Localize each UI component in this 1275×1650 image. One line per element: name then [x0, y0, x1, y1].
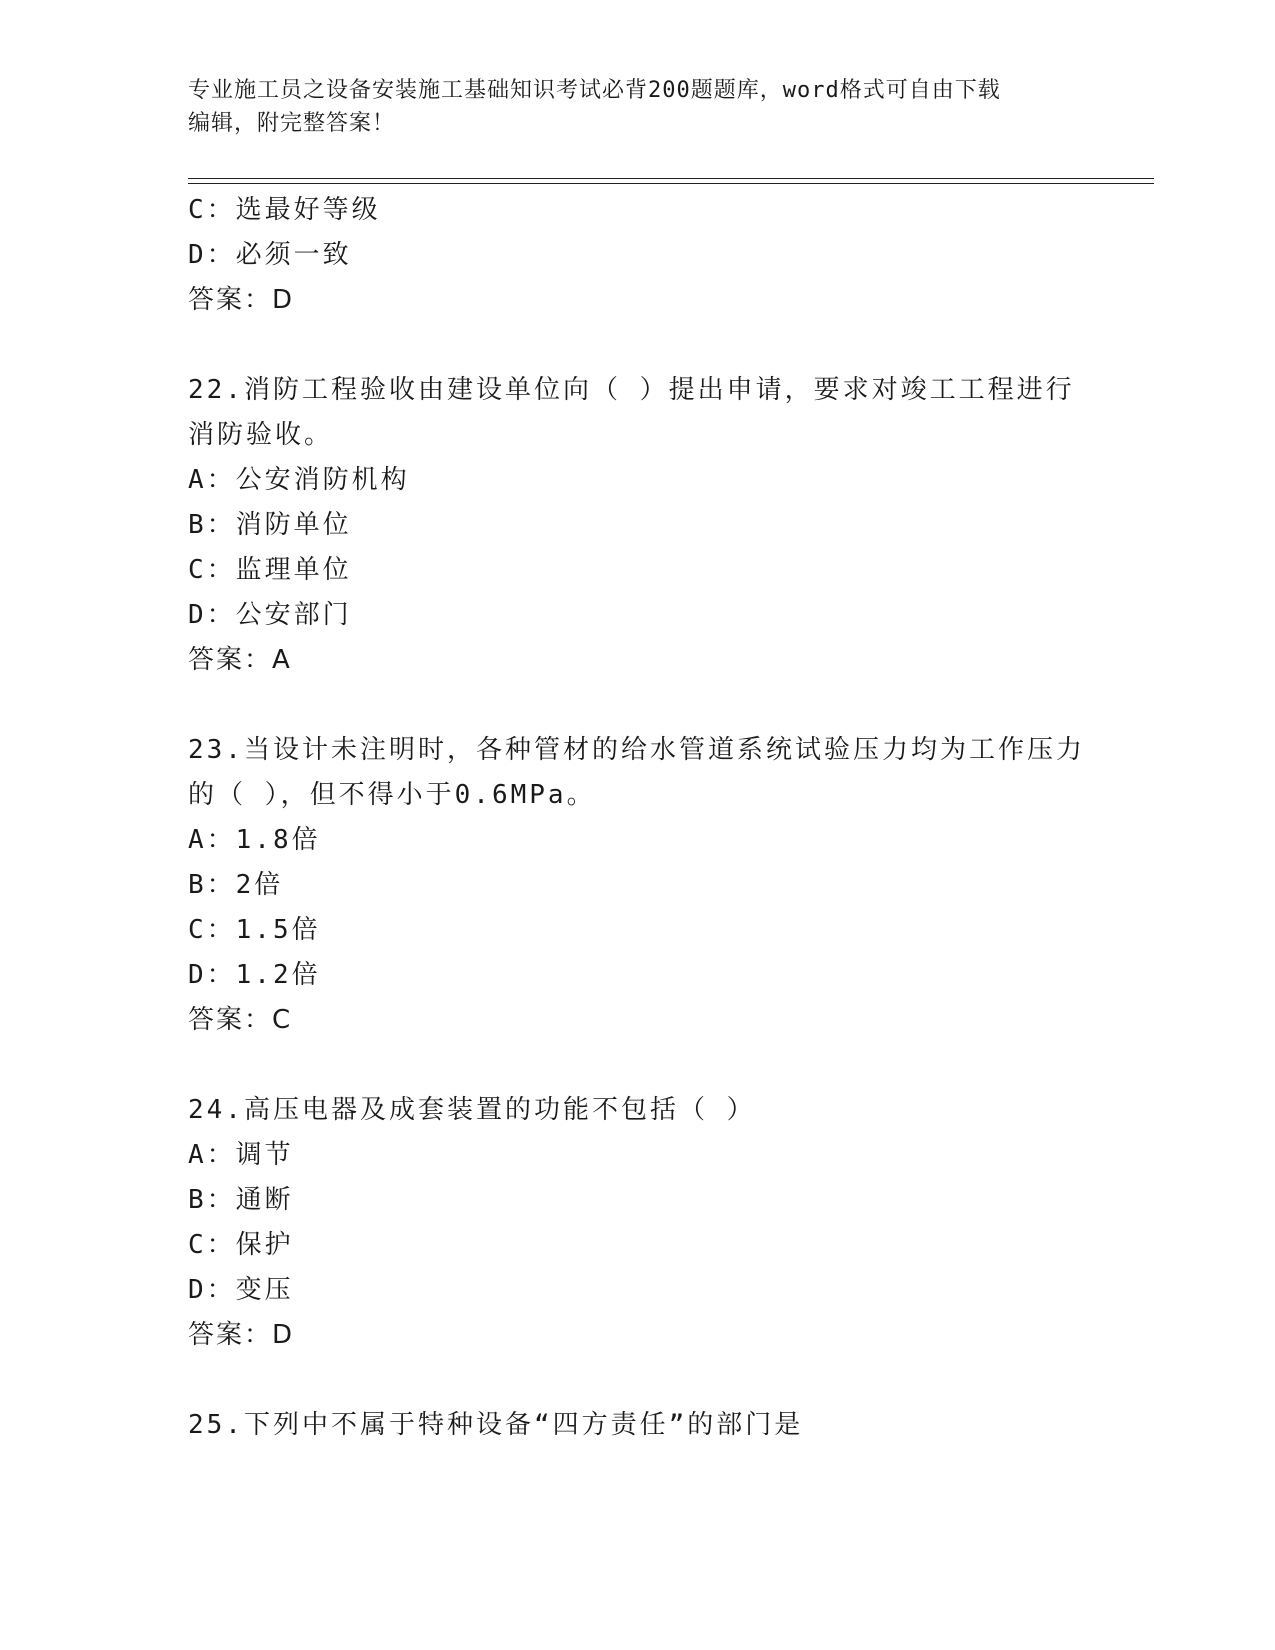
q22-option-c: C：监理单位: [188, 555, 352, 585]
q21-option-d: D：必须一致: [188, 240, 352, 270]
header-divider-bottom: [188, 183, 1154, 184]
q24-option-a: A：调节: [188, 1140, 294, 1170]
q21-option-c: C：选最好等级: [188, 195, 381, 225]
q23-option-b: B：2倍: [188, 870, 284, 900]
header-line-1: 专业施工员之设备安装施工基础知识考试必背200题题库，word格式可自由下载: [188, 78, 1001, 103]
q22-stem-line-1: 22.消防工程验收由建设单位向（ ）提出申请，要求对竣工工程进行: [188, 375, 1075, 405]
q24-answer: 答案：D: [188, 1320, 295, 1350]
header-line-2: 编辑，附完整答案！: [188, 111, 396, 136]
q25-stem-line-1: 25.下列中不属于特种设备“四方责任”的部门是: [188, 1410, 804, 1440]
q24-option-b: B：通断: [188, 1185, 294, 1215]
document-header: [188, 74, 1088, 140]
q24-stem-line-1: 24.高压电器及成套装置的功能不包括（ ）: [188, 1095, 756, 1125]
q21-answer: 答案：D: [188, 285, 295, 315]
q23-stem-line-2: 的（ ），但不得小于0.6MPa。: [188, 780, 596, 810]
q22-stem-line-2: 消防验收。: [188, 420, 334, 450]
q23-stem-line-1: 23.当设计未注明时，各种管材的给水管道系统试验压力均为工作压力: [188, 735, 1085, 765]
q23-answer: 答案：C: [188, 1005, 293, 1035]
q23-option-c: C：1.5倍: [188, 915, 321, 945]
q22-option-d: D：公安部门: [188, 600, 352, 630]
q22-option-a: A：公安消防机构: [188, 465, 410, 495]
q24-option-c: C：保护: [188, 1230, 294, 1260]
q22-option-b: B：消防单位: [188, 510, 352, 540]
q23-option-a: A：1.8倍: [188, 825, 321, 855]
q24-option-d: D：变压: [188, 1275, 294, 1305]
header-divider-top: [188, 178, 1154, 179]
q22-answer: 答案：A: [188, 645, 292, 675]
q23-option-d: D：1.2倍: [188, 960, 321, 990]
